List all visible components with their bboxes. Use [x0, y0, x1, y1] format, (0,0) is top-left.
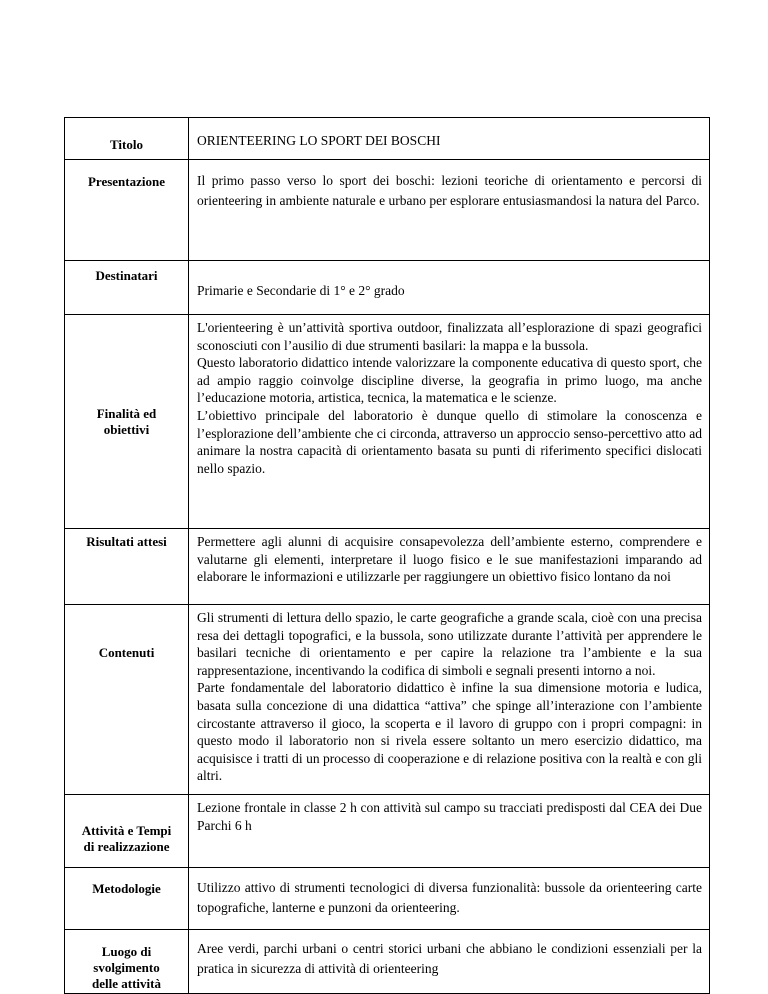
methodology-text: Utilizzo attivo di strumenti tecnologici di diversa funzionalità: bussole da orienteering carte topografiche, lanterne e punzoni da orienteering. — [197, 880, 702, 915]
content-cell — [189, 930, 710, 994]
row-label-finalita: Finalità ed obiettivi — [96, 405, 157, 437]
goals-paragraph-2: Questo laboratorio didattico intende valorizzare la componente educativa di questo sport, che ad ampio raggio coinvolge discipline diverse, la geografia in primo luogo, ma anche l’educazione motoria, artistica, tecnica, la matematica e le scienze. — [197, 355, 702, 406]
content-cell — [189, 529, 710, 605]
label-cell — [65, 605, 189, 795]
row-label-attivita: Attività e Tempi di realizzazione — [81, 823, 172, 854]
row-label-risultati: Risultati attesi — [86, 534, 167, 549]
row-titolo — [65, 118, 710, 160]
row-label-titolo: Titolo — [110, 137, 143, 152]
goals-paragraph-1: L'orienteering è un’attività sportiva outdoor, finalizzata all’esplorazione di spazi geografici sconosciuti con l’ausilio di due strumenti basilari: la mappa e la bussola. — [197, 320, 702, 353]
label-cell — [65, 529, 189, 605]
expected-results-text: Permettere agli alunni di acquisire consapevolezza dell’ambiente esterno, comprendere e valutarne gli elementi, interpretare il luogo fisico e le sue manifestazioni imparando ad elaborare le informazioni e utilizzarle per raggiungere un obiettivo fisico lontano da noi — [197, 534, 702, 585]
content-cell — [189, 795, 710, 868]
row-finalita — [65, 315, 710, 529]
content-cell — [189, 605, 710, 795]
contents-paragraph-1: Gli strumenti di lettura dello spazio, le carte geografiche a grande scala, cioè con una precisa resa dei dettagli topografici, e la bussola, sono utilizzate durante l’attività per apprendere le basilari tecniche di orientamento e per capire la relazione tra l’ambiente e la sua rappresentazione, incentivando la codifica di simboli e segnali presenti intorno a noi. — [197, 610, 702, 678]
location-text: Aree verdi, parchi urbani o centri storici urbani che abbiano le condizioni essenziali per la pratica in sicurezza di attività di orienteering — [197, 941, 702, 976]
row-label-metodologie: Metodologie — [92, 881, 161, 896]
target-audience-text: Primarie e Secondarie di 1° e 2° grado — [197, 283, 405, 298]
label-cell — [65, 868, 189, 930]
label-cell — [65, 795, 189, 868]
row-label-contenuti: Contenuti — [98, 645, 155, 660]
presentation-text: Il primo passo verso lo sport dei boschi: lezioni teoriche di orientamento e percorsi di orienteering in ambiente naturale e urbano per esplorare entusiasmandosi la natura del Parco. — [197, 173, 702, 208]
row-metodologie — [65, 868, 710, 930]
row-label-presentazione: Presentazione — [87, 174, 166, 189]
row-destinatari — [65, 261, 710, 315]
row-attivita — [65, 795, 710, 868]
label-cell — [65, 930, 189, 994]
row-label-destinatari: Destinatari — [95, 268, 158, 283]
label-cell — [65, 160, 189, 261]
row-presentazione — [65, 160, 710, 261]
row-contenuti — [65, 605, 710, 795]
project-sheet-table — [64, 117, 710, 994]
content-cell — [189, 118, 710, 160]
content-cell — [189, 160, 710, 261]
label-cell — [65, 315, 189, 529]
label-cell — [65, 118, 189, 160]
content-cell — [189, 868, 710, 930]
contents-paragraph-2: Parte fondamentale del laboratorio didattico è infine la sua dimensione motoria e ludica, basata sulla concezione di una didattica “attiva” che spinge all’interazione con l’ambiente circostante attraverso il gioco, la scoperta e il lavoro di gruppo con i propri compagni: in questo modo il laboratorio non si rivela essere soltanto un mero esercizio didattico, ma acquisisce i tratti di un processo di cooperazione e di relazione positiva con la realtà e con gli altri. — [197, 680, 702, 784]
row-luogo — [65, 930, 710, 994]
content-cell — [189, 261, 710, 315]
activity-time-text: Lezione frontale in classe 2 h con attività sul campo su tracciati predisposti dal CEA dei Due Parchi 6 h — [197, 800, 702, 833]
title-text: ORIENTEERING LO SPORT DEI BOSCHI — [197, 133, 441, 148]
row-risultati — [65, 529, 710, 605]
label-cell — [65, 261, 189, 315]
row-label-luogo: Luogo di svolgimento delle attività — [92, 944, 161, 991]
goals-paragraph-3: L’obiettivo principale del laboratorio è dunque quello di stimolare la conoscenza e l’esplorazione dell’ambiente che ci circonda, attraverso un approccio senso-percettivo atto ad animare la nostra capacità di orientamento basata su punti di riferimento specifici dislocati nello spazio. — [197, 407, 702, 476]
content-cell — [189, 315, 710, 529]
